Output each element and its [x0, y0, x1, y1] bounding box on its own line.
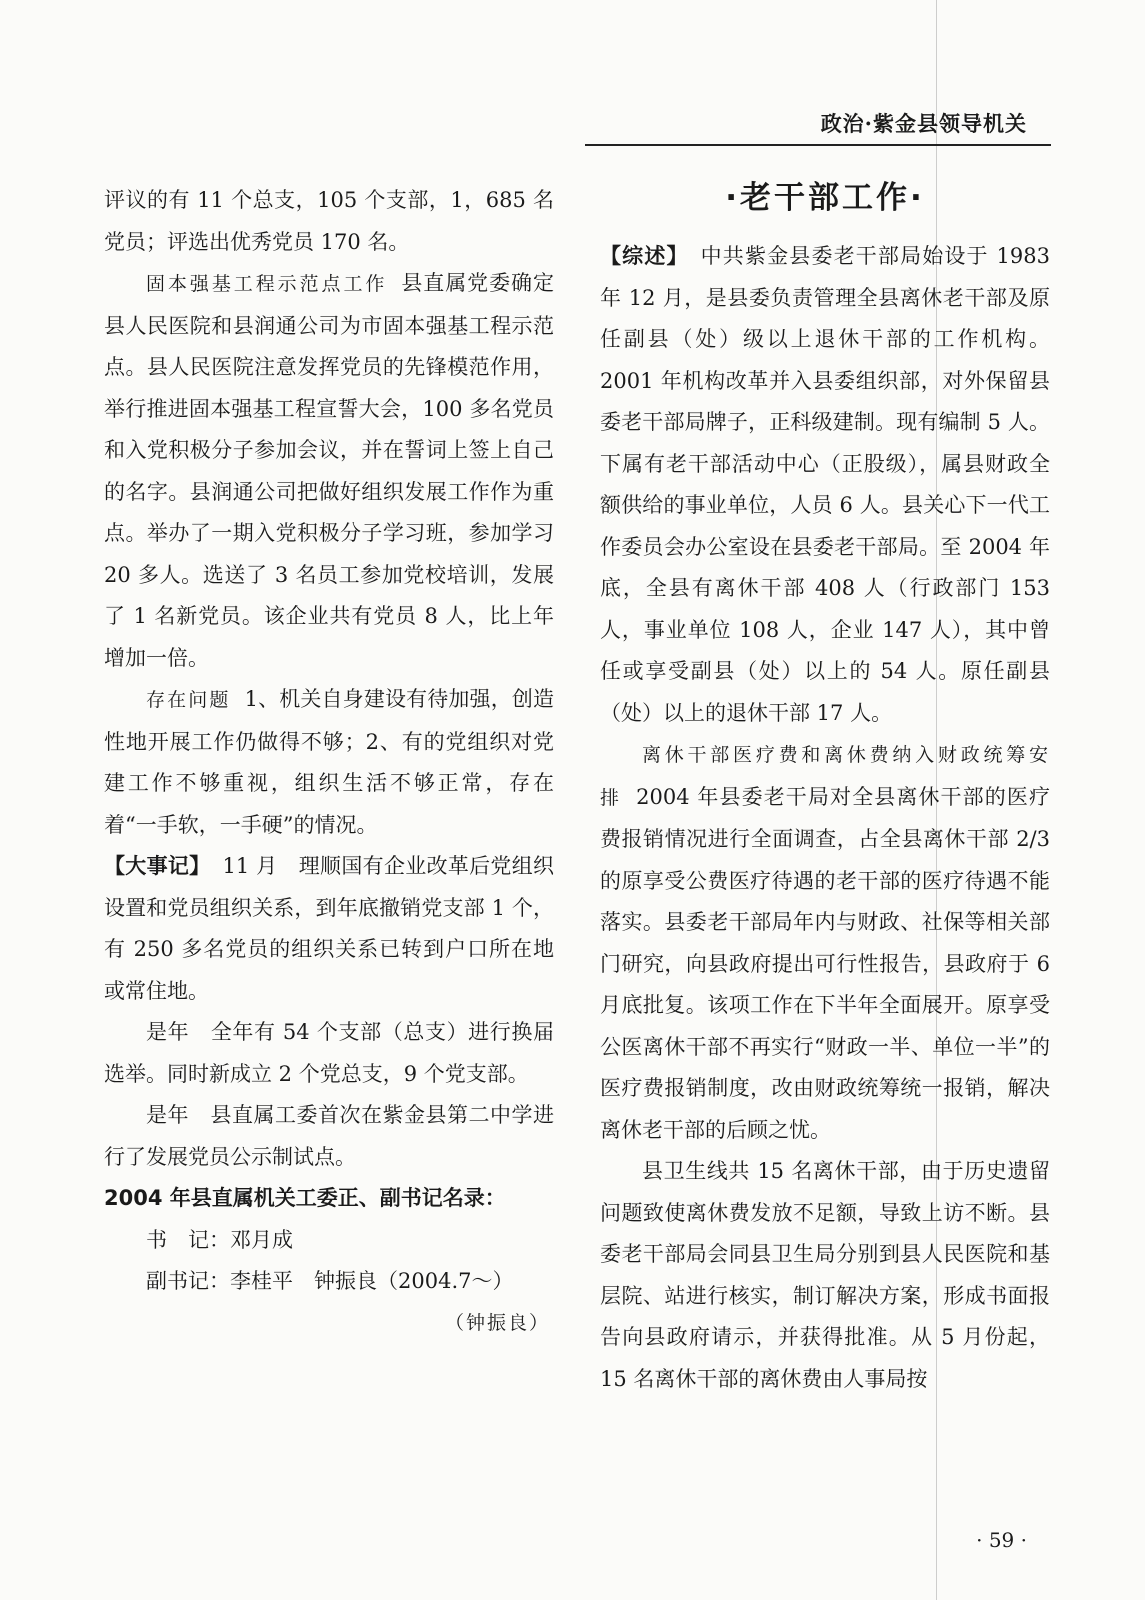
author-credit: （钟振良）: [444, 1311, 550, 1334]
section-title: ·老干部工作·: [725, 180, 925, 216]
roster-secretary: 书 记：邓月成: [146, 1227, 293, 1252]
roster-title: 2004 年县直属机关工委正、副书记名录：: [104, 1186, 506, 1210]
subhead-medical-fees: 离休干部医疗费和离休费纳入财政统筹安排: [600, 744, 1050, 809]
paragraph-continued: 评议的有 11 个总支，105 个支部，1，685 名党员；评选出优秀党员 170 名。: [104, 188, 554, 254]
paragraph-events: 【大事记】 11 月 理顺国有企业改革后党组织设置和党员组织关系，到年底撤销党支部 1 个，有 250 多名党员的组织关系已转到户口所在地或常住地。: [104, 854, 555, 1003]
header-rule: [585, 144, 1051, 146]
paragraph-demo-project: 固本强基工程示范点工作 县直属党委确定县人民医院和县润通公司为市固本强基工程示范点。县人民医院注意发挥党员的先锋模范作用，举行推进固本强基工程宣誓大会，100 多名党员和入党积极分子参加会议，并在誓词上签上自己的名字。县润通公司把做好组织发展工作作为重点。举办了一期入党积极分子学习班，参加学习 20 多人。选送了 3 名员工参加党校培训，发展了 1 名新党员。该企业共有党员 8 人，比上年增加一倍。: [104, 271, 554, 670]
page-number: · 59 ·: [976, 1528, 1027, 1552]
paragraph-election: 是年 全年有 54 个支部（总支）进行换届选举。同时新成立 2 个党总支，9 个党支部。: [104, 1020, 554, 1086]
subhead-problems: 存在问题: [146, 689, 231, 711]
paragraph-pilot: 是年 县直属工委首次在紫金县第二中学进行了发展党员公示制试点。: [104, 1103, 554, 1169]
paragraph-overview: 【综述】 中共紫金县委老干部局始设于 1983 年 12 月，是县委负责管理全县离休老干部及原任副县（处）级以上退休干部的工作机构。2001 年机构改革并入县委组织部，对外保留县委老干部局牌子，正科级建制。现有编制 5 人。下属有老干部活动中心（正股级），属县财政全额供给的事业单位，人员 6 人。县关心下一代工作委员会办公室设在县委老干部局。至 2004 年底，全县有离休干部 408 人（行政部门 153 人，事业单位 108 人，企业 147 人），其中曾任或享受副县（处）以上的 54 人。原任副县（处）以上的退休干部 17 人。: [600, 244, 1050, 725]
paragraph-health-retirees: 县卫生线共 15 名离休干部，由于历史遗留问题致使离休费发放不足额，导致上访不断。县委老干部局会同县卫生局分别到县人民医院和基层院、站进行核实，制订解决方案，形成书面报告向县政府请示，并获得批准。从 5 月份起，15 名离休干部的离休费由人事局按: [600, 1159, 1050, 1391]
subhead-overview: 【综述】: [600, 244, 689, 268]
left-column: [104, 180, 554, 1344]
paragraph-medical-fees: 离休干部医疗费和离休费纳入财政统筹安排 2004 年县委老干局对全县离休干部的医疗费报销情况进行全面调查，占全县离休干部 2/3 的原享受公费医疗待遇的老干部的医疗待遇不能落实。县委老干部局年内与财政、社保等相关部门研究，向县政府提出可行性报告，县政府于 6 月底批复。该项工作在下半年全面展开。原享受公医离休干部不再实行“财政一半、单位一半”的医疗费报销制度，改由财政统筹统一报销，解决离休老干部的后顾之忧。: [600, 744, 1050, 1142]
subhead-demo-project: 固本强基工程示范点工作: [146, 273, 388, 295]
roster-deputy: 副书记：李桂平 钟振良（2004.7～）: [146, 1269, 514, 1293]
right-column: [600, 178, 1050, 1400]
subhead-events: 【大事记】: [104, 854, 211, 878]
paragraph-problems: 存在问题 1、机关自身建设有待加强，创造性地开展工作仍做得不够；2、有的党组织对党建工作不够重视，组织生活不够正常，存在着“一手软，一手硬”的情况。: [104, 687, 554, 837]
running-header: 政治·紫金县领导机关: [820, 111, 1027, 136]
